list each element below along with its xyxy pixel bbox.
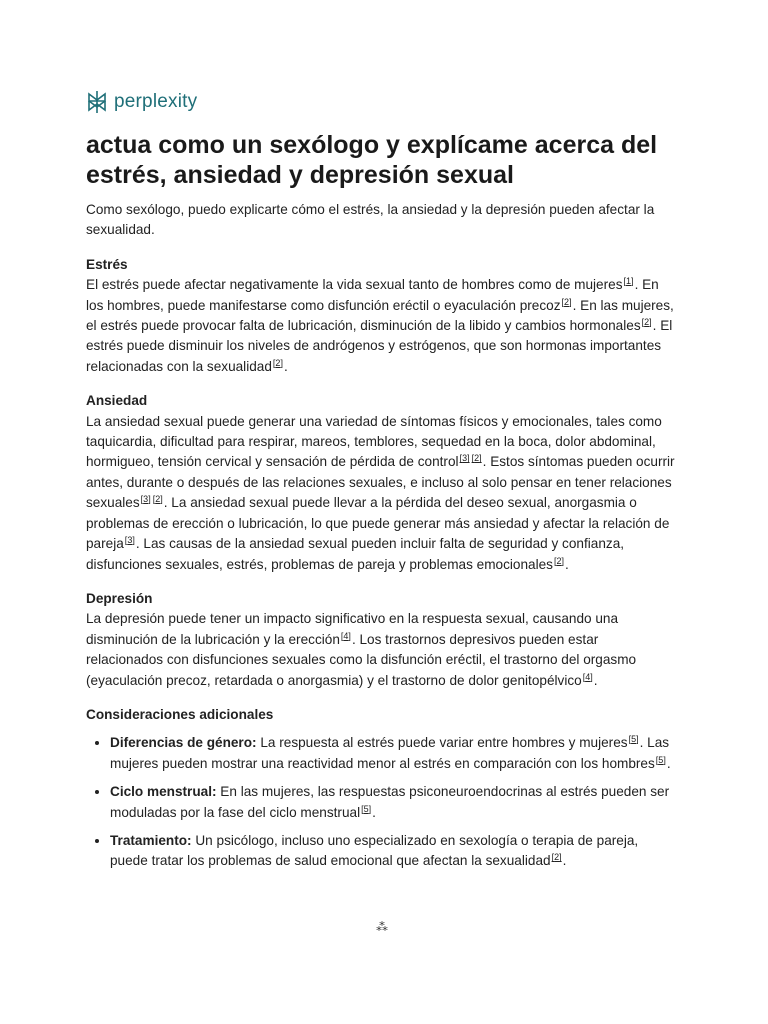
section-ansiedad xyxy=(86,391,676,575)
perplexity-logo-icon xyxy=(86,90,108,114)
citation-link[interactable]: [2] xyxy=(641,317,652,328)
answer-body xyxy=(86,200,676,886)
citation-link[interactable]: [2] xyxy=(471,453,482,464)
citation-link[interactable]: [3] xyxy=(140,494,151,505)
section-paragraph: El estrés puede afectar negativamente la vida sexual tanto de hombres como de mujeres[1]. En los hombres, puede manifestarse como disfunción eréctil o eyaculación precoz[2]. En las mujeres, el estrés puede provocar falta de lubricación, disminución de la libido y cambios hormonales[2]. El estrés puede disminuir los niveles de andrógenos y estrógenos, que son hormonas importantes relacionadas con la sexualidad[2]. xyxy=(86,276,674,374)
section-depresion xyxy=(86,589,676,691)
citation-link[interactable]: [2] xyxy=(553,555,565,566)
citation-link[interactable]: [4] xyxy=(340,630,351,641)
citation-link[interactable]: [2] xyxy=(272,357,283,368)
citation-link[interactable]: [2] xyxy=(561,296,572,307)
page-title: actua como un sexólogo y explícame acerca del estrés, ansiedad y depresión sexual xyxy=(86,131,658,189)
citation-link[interactable]: [5] xyxy=(628,734,639,745)
section-estres xyxy=(86,255,676,377)
section-paragraph: La ansiedad sexual puede generar una variedad de síntomas físicos y emocionales, tales como taquicardia, dificultad para respirar, mareos, temblores, sequedad en la boca, dolor abdominal, hormigueo, tensión cervical y sensación de pérdida de control[3] [2]. Estos síntomas pueden ocurrir antes, durante o después de las relaciones sexuales, e incluso al solo pensar en tener relaciones sexuales[3] [2]. La ansiedad sexual puede llevar a la pérdida del deseo sexual, anorgasmia o problemas de erección o lubricación, lo que puede generar más ansiedad y afectar la relación de pareja[3]. Las causas de la ansiedad sexual pueden incluir falta de seguridad y confianza, disfunciones sexuales, estrés, problemas de pareja y problemas emocionales[2]. xyxy=(86,413,675,572)
section-heading: Ansiedad xyxy=(86,393,148,409)
citation-link[interactable]: [2] xyxy=(551,852,562,863)
citation-link[interactable]: [1] xyxy=(623,276,634,287)
section-heading: Consideraciones adicionales xyxy=(86,706,274,722)
brand-name: perplexity xyxy=(114,91,198,112)
citation-link[interactable]: [5] xyxy=(655,754,666,765)
section-heading: Depresión xyxy=(86,590,153,606)
considerations-list xyxy=(86,733,676,871)
brand-header[interactable] xyxy=(86,90,197,114)
citation-link[interactable]: [5] xyxy=(361,803,372,814)
section-end-mark: ⁂ xyxy=(376,920,388,934)
section-heading: Estrés xyxy=(86,256,128,272)
section-paragraph: La depresión puede tener un impacto significativo en la respuesta sexual, causando una disminución de la lubricación y la erección[4]. Los trastornos depresivos pueden estar relacionados con disfunciones sexuales como la disfunción eréctil, el trastorno del orgasmo (eyaculación precoz, retardada o anorgasmia) y el trastorno de dolor genitopélvico[4]. xyxy=(86,611,637,688)
citation-link[interactable]: [3] xyxy=(124,535,135,546)
list-item: • Diferencias de género: La respuesta al estrés puede variar entre hombres y mujeres[5]. Las mujeres pueden mostrar una reactividad menor al estrés en comparación con los hombres[5]. xyxy=(110,733,676,774)
list-item: • Tratamiento: Un psicólogo, incluso uno especializado en sexología o terapia de pareja, puede tratar los problemas de salud emocional que afectan la sexualidad[2]. xyxy=(110,831,676,872)
intro-paragraph: Como sexólogo, puedo explicarte cómo el estrés, la ansiedad y la depresión pueden afectar la sexualidad. xyxy=(86,202,655,238)
list-item: • Ciclo menstrual: En las mujeres, las respuestas psiconeuroendocrinas al estrés pueden ser moduladas por la fase del ciclo menstrual[5]. xyxy=(110,782,676,823)
citation-link[interactable]: [4] xyxy=(582,671,593,682)
citation-link[interactable]: [3] xyxy=(459,453,470,464)
section-consideraciones xyxy=(86,705,676,872)
citation-link[interactable]: [2] xyxy=(152,494,163,505)
